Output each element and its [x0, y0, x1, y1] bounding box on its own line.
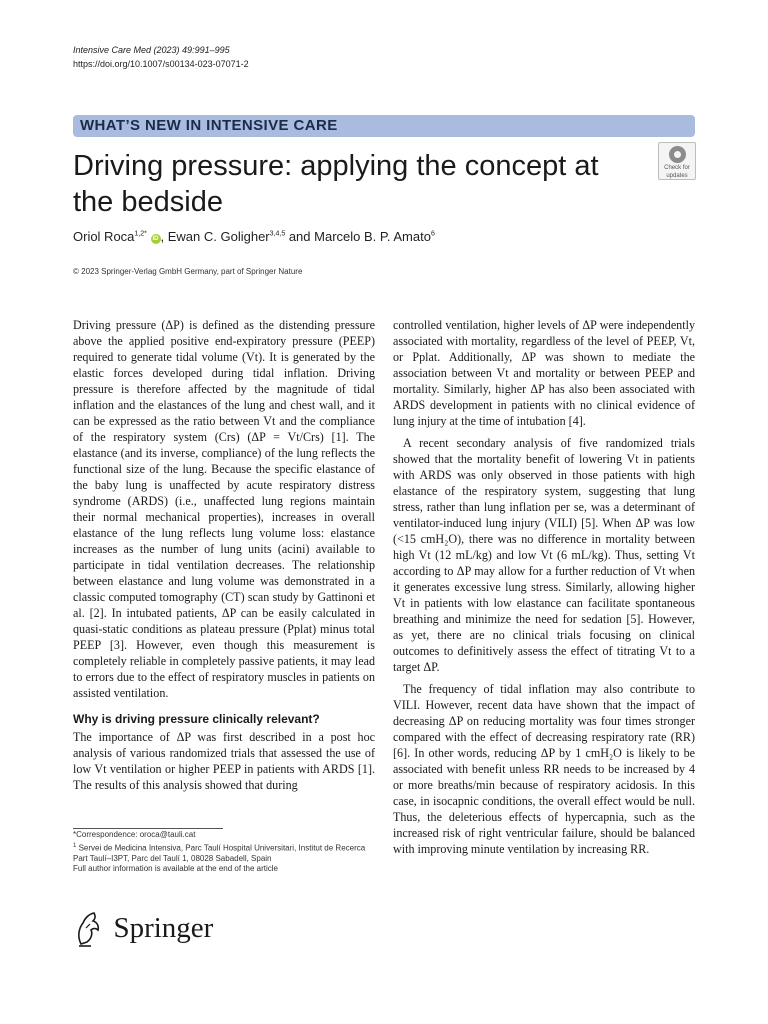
author-name[interactable]: Marcelo B. P. Amato: [314, 229, 431, 244]
footnote-divider: [73, 828, 223, 829]
body-paragraph: controlled ventilation, higher levels of ΔP were independently associated with mortality, regardless of the level of PEEP, Vt, or Pplat. Additionally, ΔP was shown to mediate the association between Vt and mortality or between PEEP and mortality. Similarly, higher ΔP has also been associated with ARDS development in patients with no clinical evidence of lung injury at the time of intubation [4].: [393, 318, 695, 428]
right-column: [393, 317, 695, 857]
section-heading: Why is driving pressure clinically relevant?: [73, 712, 320, 726]
orcid-icon[interactable]: iD: [152, 236, 159, 242]
body-paragraph: A recent secondary analysis of five randomized trials showed that the mortality benefit of lowering Vt in patients with ARDS was only observed in those patients with high elastance of the respiratory system, suggesting that lung stress, rather than lung inflation per se, was a determinant of ventilator-induced lung injury (VILI) [5]. When ΔP was low (<15 cmH₂O), there was no difference in mortality between high Vt (12 mL/kg) and low Vt (6 mL/kg). Thus, setting Vt according to ΔP may allow for a further reduction of Vt when it generates excessive lung stress. Similarly, allowing higher Vt in patients with low elastance can facilitate spontaneous breathing and minimize the need for sedation [5]. However, as yet, there are no clinical trials focusing on clinical outcomes to definitively assess the effect of titrating Vt to a target ΔP.: [393, 436, 695, 674]
badge-line-2: updates: [666, 173, 688, 179]
body-paragraph: Driving pressure (ΔP) is defined as the distending pressure above the applied positive end-expiratory pressure (PEEP) required to generate tidal volume (Vt). It is generated by the elastic forces developed during tidal inflation. Driving pressure is therefore affected by the magnitude of tidal inflation and the elastances of the lung and chest wall, and it can be expressed as the ratio between Vt and the compliance of the respiratory system (Crs) (ΔP = Vt/Crs) [1]. The elastance (and its inverse, compliance) of the lung reflects the functional size of the lung. Because the specific elastance of the baby lung is unaffected by acute respiratory distress syndrome (ARDS) (i.e., unaffected lung regions maintain their normal mechanical properties), increases in overall elastance of the lung reflects lung volume loss: elastance increases as the number of lung units (acini) available to participate in tidal ventilation decreases. The relationship between elastance and lung volume was demonstrated in a classic computed tomography (CT) scan study by Gattinoni et al. [2]. In intubated patients, ΔP can be easily calculated in quasi-static conditions as plateau pressure (Pplat) minus total PEEP [3]. However, even though this measurement is completely reliable in completely passive patients, it may lead to errors due to the effect of respiratory muscles in patients on assisted ventilation.: [73, 318, 375, 700]
affiliation-note: $^1$ Servei de Medicina Intensiva, Parc Taulí Hospital Universitari, Institut de Recerca Part Taulí–I3PT, Parc del Taulí 1, 08028 Sabadell, Spain: [73, 842, 366, 863]
author-name[interactable]: Oriol Roca: [73, 229, 135, 244]
footnote: [73, 830, 373, 875]
body-paragraph: The frequency of tidal inflation may also contribute to VILI. However, recent data have shown that the impact of decreasing ΔP on reducing mortality was four times stronger compared with the effect of decreasing respiratory rate (RR) [6]. In other words, reducing ΔP by 1 cmH₂O is likely to be associated with benefit unless RR needs to be increased by 4 or more breaths/min because of respiratory acidosis. In this case, in isocapnic conditions, the overall effect would be null. Thus, the deleterious effects of hypercapnia, such as the increased risk of right ventricular failure, should be balanced with improving minute ventilation by increasing RR.: [393, 682, 695, 856]
author-affiliation: 6: [430, 230, 435, 238]
journal-citation: Intensive Care Med (2023) 49:991–995: [73, 45, 230, 55]
check-for-updates-badge[interactable]: [658, 142, 696, 180]
section-banner-label: WHAT’S NEW IN INTENSIVE CARE: [80, 117, 338, 134]
doi-link[interactable]: https://doi.org/10.1007/s00134-023-07071-2: [73, 59, 249, 69]
section-banner: [73, 115, 695, 137]
article-header-meta: [73, 43, 249, 71]
author-name[interactable]: Ewan C. Goligher: [167, 229, 270, 244]
correspondence-note: *Correspondence: oroca@tauli.cat: [73, 830, 196, 839]
body-paragraph: The importance of ΔP was first described in a post hoc analysis of various randomized trials that assessed the use of low Vt ventilation or higher PEEP in patients with ARDS [1]. The results of this analysis showed that during: [73, 730, 375, 792]
publisher-logo: [73, 908, 213, 952]
author-info-note: Full author information is available at the end of the article: [73, 864, 279, 874]
springer-horse-icon: [73, 908, 103, 948]
author-connector: and: [285, 229, 315, 244]
left-column: [73, 317, 375, 793]
copyright-notice: © 2023 Springer-Verlag GmbH Germany, part of Springer Nature: [73, 267, 303, 276]
author-list: Oriol Roca$^{1,2*}$ iD , Ewan C. Goligher$^{3,4,5}$ and Marcelo B. P. Amato$^6$: [73, 229, 435, 244]
author-affiliation: 3,4,5: [269, 230, 286, 238]
publisher-name: Springer: [113, 911, 214, 944]
badge-line-1: Check for: [664, 165, 690, 171]
update-icon: [669, 146, 686, 163]
author-affiliation: 1,2*: [134, 230, 147, 238]
article-title: Driving pressure: applying the concept at the bedside: [73, 150, 599, 218]
